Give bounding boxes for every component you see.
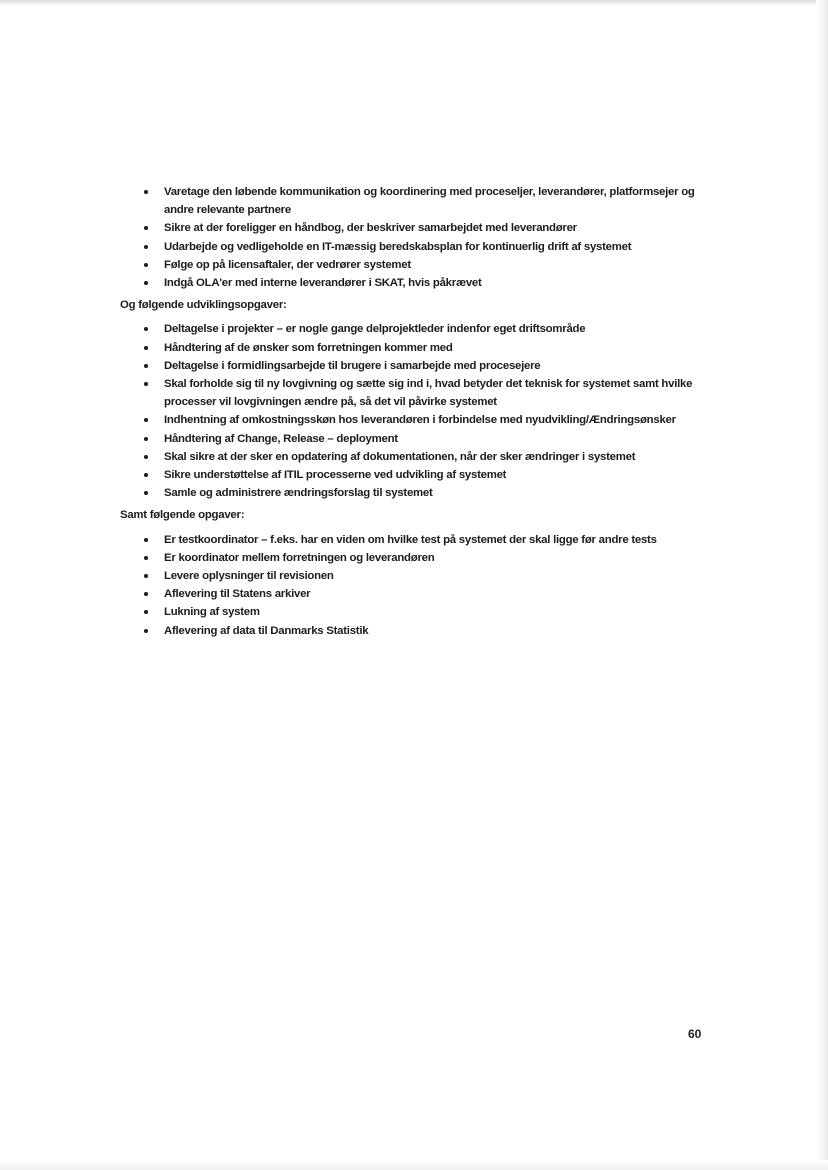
list-item: Indgå OLA'er med interne leverandører i SKAT, hvis påkrævet <box>164 274 710 292</box>
scan-edge-bottom <box>0 1160 828 1170</box>
list-item: Skal forholde sig til ny lovgivning og sætte sig ind i, hvad betyder det teknisk for systemet samt hvilke processer vil lovgivningen ændre på, så det vil påvirke systemet <box>164 375 710 411</box>
list-item: Indhentning af omkostningsskøn hos leverandøren i forbindelse med nyudvikling/Ændringsønsker <box>164 411 710 429</box>
scan-edge-top <box>0 0 828 6</box>
list-item: Udarbejde og vedligeholde en IT-mæssig beredskabsplan for kontinuerlig drift af systemet <box>164 238 710 256</box>
responsibilities-list <box>120 183 710 292</box>
list-item: Samle og administrere ændringsforslag til systemet <box>164 484 710 502</box>
list-item: Aflevering til Statens arkiver <box>164 585 710 603</box>
list-item: Aflevering af data til Danmarks Statistik <box>164 622 710 640</box>
list-item: Levere oplysninger til revisionen <box>164 567 710 585</box>
list-item: Håndtering af de ønsker som forretningen kommer med <box>164 339 710 357</box>
list-item: Deltagelse i projekter – er nogle gange delprojektleder indenfor eget driftsområde <box>164 320 710 338</box>
development-tasks-list <box>120 320 710 502</box>
page-number: 60 <box>688 1027 702 1041</box>
list-item: Er testkoordinator – f.eks. har en viden om hvilke test på systemet der skal ligge før andre tests <box>164 531 710 549</box>
list-item: Skal sikre at der sker en opdatering af dokumentationen, når der sker ændringer i systemet <box>164 448 710 466</box>
section-heading-other-tasks: Samt følgende opgaver: <box>120 509 245 522</box>
list-item: Sikre understøttelse af ITIL processerne ved udvikling af systemet <box>164 466 710 484</box>
list-item: Varetage den løbende kommunikation og koordinering med proceseljer, leverandører, platformsejer og andre relevante partnere <box>164 183 710 219</box>
list-item: Sikre at der foreligger en håndbog, der beskriver samarbejdet med leverandører <box>164 219 710 237</box>
section-heading-development-tasks: Og følgende udviklingsopgaver: <box>120 299 287 312</box>
scan-edge-right <box>816 0 828 1170</box>
list-item: Lukning af system <box>164 603 710 621</box>
document-body <box>120 183 710 640</box>
other-tasks-list <box>120 531 710 640</box>
list-item: Følge op på licensaftaler, der vedrører systemet <box>164 256 710 274</box>
list-item: Deltagelse i formidlingsarbejde til brugere i samarbejde med procesejere <box>164 357 710 375</box>
list-item: Er koordinator mellem forretningen og leverandøren <box>164 549 710 567</box>
list-item: Håndtering af Change, Release – deployment <box>164 430 710 448</box>
